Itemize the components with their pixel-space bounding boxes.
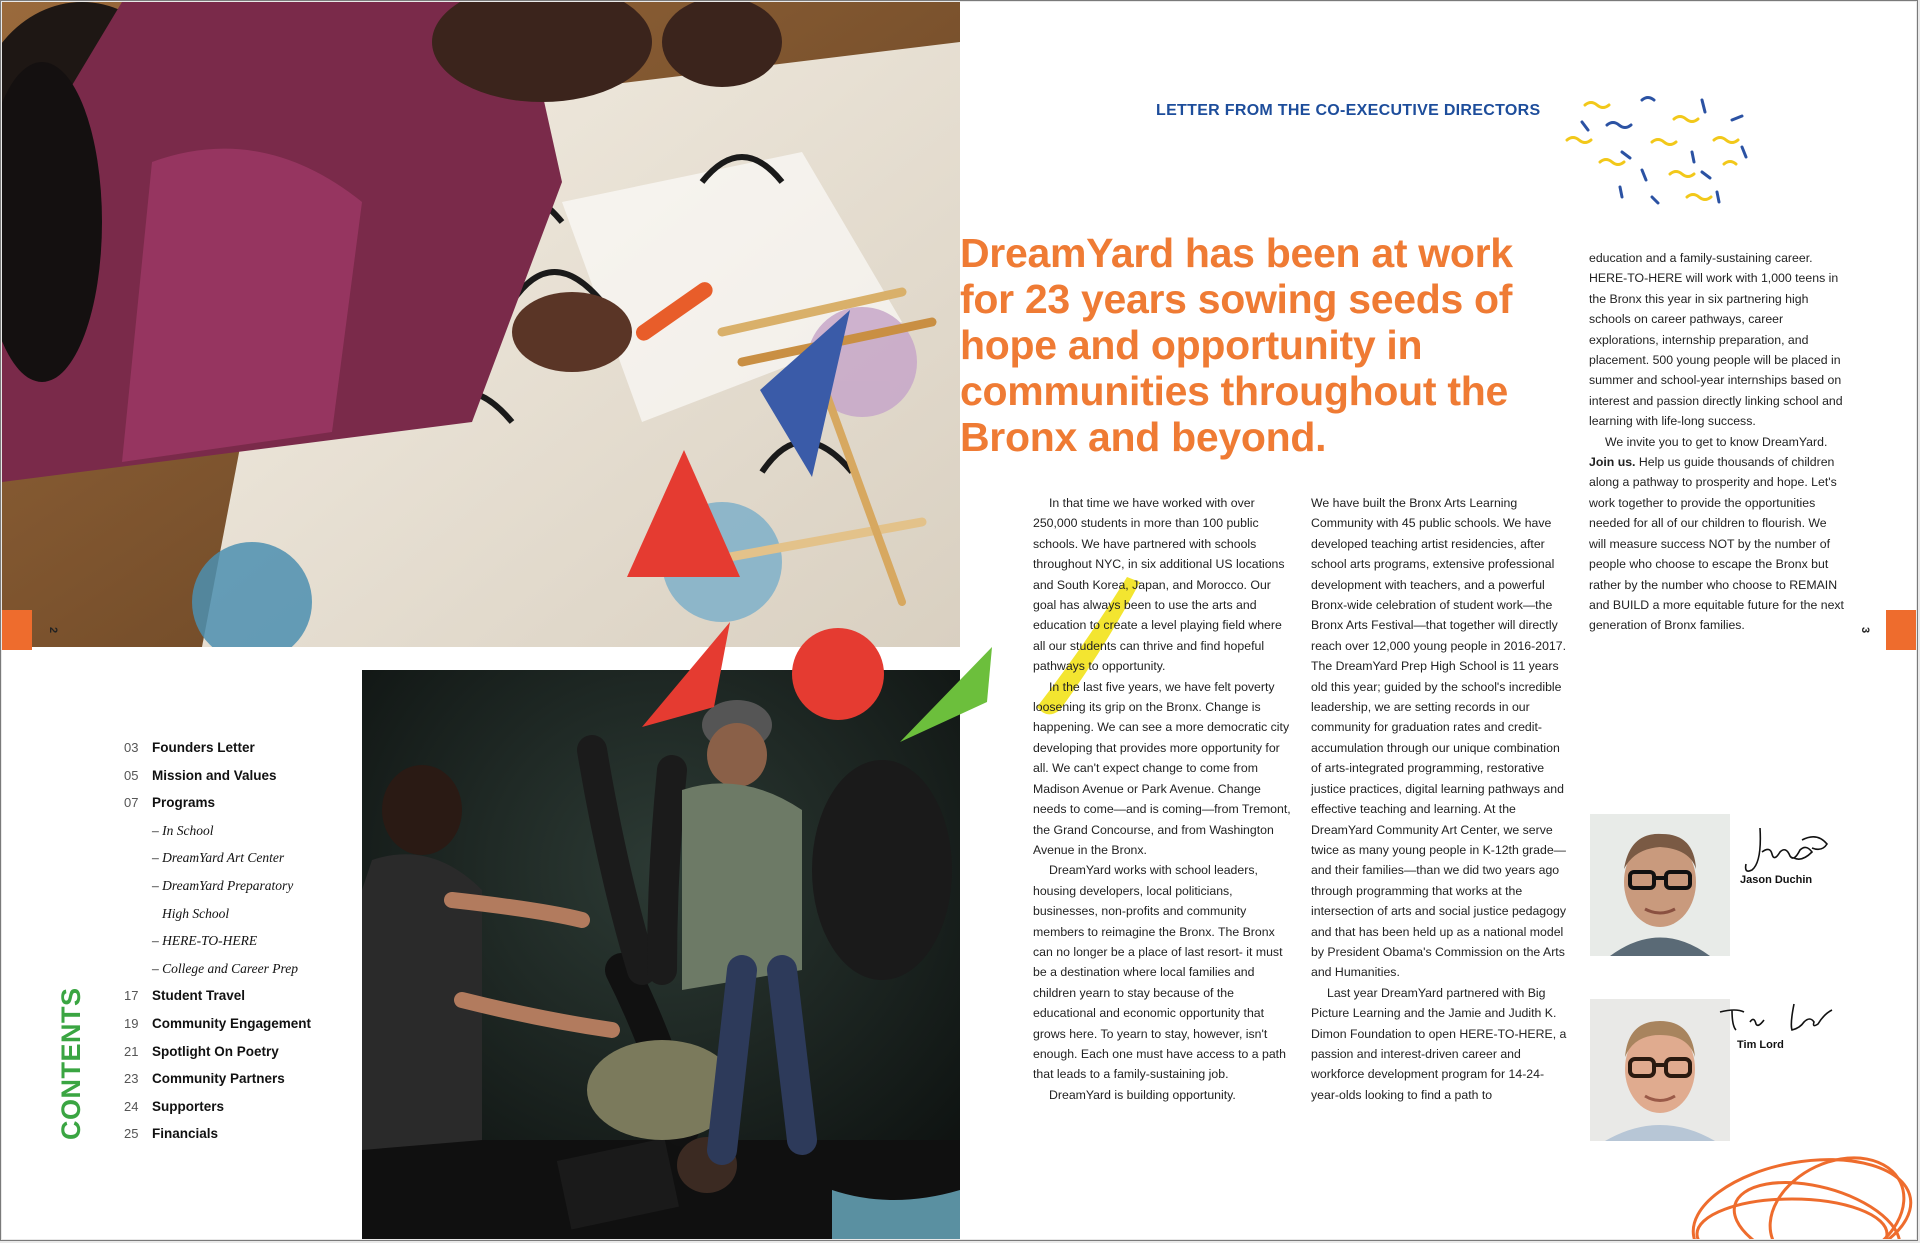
- toc-page-number: 05: [124, 767, 139, 783]
- red-circle: [792, 628, 884, 720]
- red-triangle: [627, 450, 740, 577]
- table-of-contents: [124, 740, 364, 1154]
- join-paragraph-text: Help us guide thousands of children along a pathway to prosperity and hope. Let's work together to provide the opportunities needed for all of our children to flourish. We will measure success NOT by the number of people who choose to escape the Bronx but rather by the number who choose to REMAIN and BUILD a more equitable future for the next generation of Bronx families.: [1589, 455, 1844, 633]
- confetti: [1567, 98, 1746, 204]
- toc-page-number: 25: [124, 1126, 139, 1142]
- portrait-tim-lord: [1590, 999, 1730, 1141]
- toc-page-number: 23: [124, 1071, 139, 1087]
- body-paragraph: In the last five years, we have felt poverty loosening its grip on the Bronx. Change is happening. We can see a more democratic city developing that provides more opportunity for all. We can't expect change to come from Madison Avenue or Park Avenue. Change needs to come—and is coming—from Tremont, the Grand Concourse, and from Washington Avenue in the Bronx.: [1033, 679, 1291, 857]
- signatory-name: Tim Lord: [1737, 1039, 1784, 1051]
- body-paragraph: education and a family-sustaining career. HERE-TO-HERE will work with 1,000 teens in the Bronx this year in six partnering high schools on career pathways, career explorations, internship preparation, and placement. 500 young people will be placed in summer and school-year internships based on interest and passion directly linking school and learning with life-long success.: [1589, 251, 1843, 429]
- section-header: LETTER FROM THE CO-EXECUTIVE DIRECTORS: [1156, 102, 1541, 119]
- signature-tim-lord: [1714, 1000, 1844, 1040]
- toc-sub-item[interactable]: [124, 823, 364, 851]
- toc-label: Community Engagement: [152, 1015, 312, 1031]
- portrait-jason-duchin: [1590, 814, 1730, 956]
- toc-label: Programs: [152, 795, 216, 811]
- body-column-2: [1311, 493, 1569, 1105]
- toc-sub-item[interactable]: [124, 878, 364, 906]
- left-page-tab: [2, 610, 32, 650]
- toc-label: Spotlight On Poetry: [152, 1043, 279, 1059]
- toc-item[interactable]: [124, 1126, 364, 1154]
- body-paragraph: In that time we have worked with over 250,000 students in more than 100 public schools. We have partnered with schools throughout NYC, in six additional US locations and South Korea, Japan, and Morocco. Our goal has always been to use the arts and education to create a level playing field where all our students can thrive and find hopeful pathways to opportunity.: [1033, 496, 1285, 674]
- toc-item[interactable]: [124, 1016, 364, 1044]
- toc-label: Supporters: [152, 1098, 225, 1114]
- toc-label: Student Travel: [152, 988, 246, 1004]
- toc-sub-label: High School: [162, 905, 230, 921]
- signatory-name: Jason Duchin: [1740, 874, 1813, 886]
- toc-label: Founders Letter: [152, 740, 255, 755]
- left-page-number: 2: [47, 626, 60, 634]
- body-paragraph: We have built the Bronx Arts Learning Community with 45 public schools. We have developed teaching artist residencies, after school arts programs, extensive professional development with teachers, and a powerful Bronx-wide celebration of student work—the Bronx Arts Festival—that together will directly reach over 12,000 young people in 2016-2017. The DreamYard Prep High School is 11 years old this year; guided by the school's incredible leadership, we are setting records in our community for graduation rates and credit-accumulation through our unique combination of arts-integrated programming, restorative justice practices, digital learning pathways and effective teaching and learning. At the DreamYard Community Art Center, we serve twice as many young people in K-12th grade—and their families—than we did two years ago through programming that works at the intersection of arts and social justice pedagogy and that has been held up as a national model by President Obama's Commission on the Arts and Humanities.: [1311, 496, 1567, 980]
- toc-page-number: 07: [124, 795, 139, 811]
- toc-item[interactable]: [124, 740, 364, 768]
- toc-label: Community Partners: [152, 1071, 285, 1087]
- toc-sub-item[interactable]: [124, 933, 364, 961]
- body-paragraph: Last year DreamYard partnered with Big Picture Learning and the Jamie and Judith K. Dimon Foundation to open HERE-TO-HERE, a passion and interest-driven career and workforce development program for 14-24-year-olds looking to find a path to: [1311, 985, 1567, 1102]
- toc-sub-label: – DreamYard Preparatory: [152, 877, 294, 893]
- toc-item[interactable]: [124, 1044, 364, 1072]
- blue-triangle: [760, 310, 850, 477]
- toc-sub-label: – HERE-TO-HERE: [152, 933, 258, 949]
- toc-page-number: 03: [124, 740, 139, 755]
- body-paragraph: DreamYard is building opportunity.: [1049, 1087, 1236, 1102]
- toc-page-number: 19: [124, 1015, 139, 1031]
- right-page-tab: [1886, 610, 1916, 650]
- toc-page-number: 24: [124, 1098, 139, 1114]
- body-column-3: [1589, 248, 1847, 636]
- toc-sub-label: – College and Career Prep: [152, 960, 298, 976]
- right-page-number: 3: [1859, 626, 1872, 634]
- toc-page-number: 17: [124, 988, 139, 1004]
- magazine-spread: [2, 2, 1916, 1239]
- toc-page-number: 21: [124, 1043, 139, 1059]
- toc-label: Mission and Values: [152, 767, 277, 783]
- toc-item[interactable]: [124, 988, 364, 1016]
- green-triangle: [900, 647, 992, 742]
- toc-sub-item[interactable]: [124, 850, 364, 878]
- headline: DreamYard has been at work for 23 years sowing seeds of hope and opportunity in communities throughout the Bronx and beyond.: [960, 230, 1513, 460]
- toc-sub-item[interactable]: [124, 906, 364, 934]
- orange-scribble: [1684, 1137, 1916, 1239]
- toc-sub-label: – In School: [152, 822, 214, 838]
- toc-item[interactable]: [124, 768, 364, 796]
- toc-item[interactable]: [124, 1071, 364, 1099]
- toc-sub-label: – DreamYard Art Center: [152, 850, 285, 866]
- toc-sub-item[interactable]: [124, 961, 364, 989]
- toc-item[interactable]: [124, 1099, 364, 1127]
- body-column-1: [1033, 493, 1291, 1105]
- contents-title: CONTENTS: [56, 987, 86, 1140]
- join-us-label: Join us.: [1589, 455, 1636, 470]
- join-paragraph: [1589, 452, 1847, 636]
- toc-label: Financials: [152, 1126, 219, 1142]
- toc-item[interactable]: [124, 795, 364, 823]
- body-paragraph: DreamYard works with school leaders, housing developers, local politicians, businesses, non-profits and community members to reimagine the Bronx. The Bronx can no longer be a place of last resort- it must be a destination where local families and children yearn to stay because of the educational and economic opportunity that grows here. To yearn to stay, however, isn't enough. Each one must have access to a path that leads to a family-sustaining job.: [1033, 863, 1286, 1082]
- signature-jason-duchin: [1742, 822, 1832, 882]
- red-triangle-2: [642, 622, 730, 727]
- body-paragraph: We invite you to get to know DreamYard.: [1605, 434, 1828, 449]
